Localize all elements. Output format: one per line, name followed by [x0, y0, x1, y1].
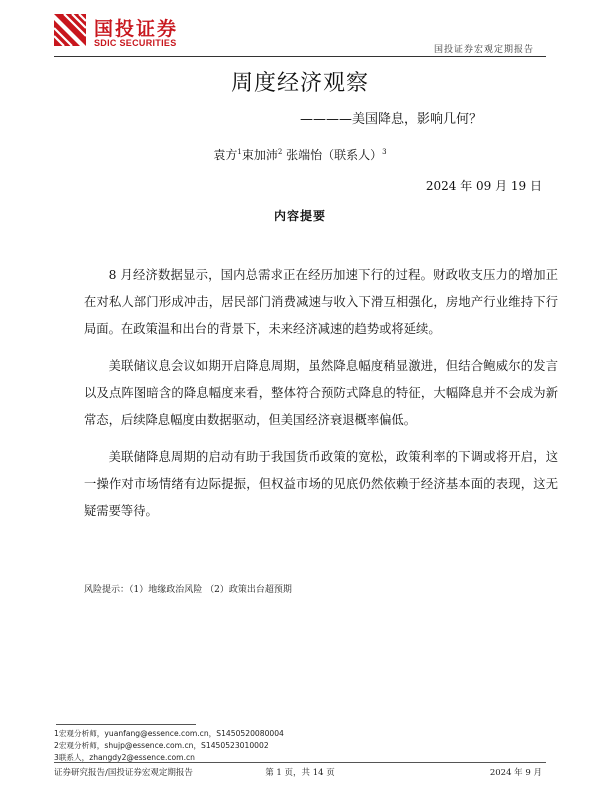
summary-paragraph: 美联储降息周期的启动有助于我国货币政策的宽松，政策利率的下调或将开启，这一操作对市场情绪有边际提振，但权益市场的见底仍然依赖于经济基本面的表现，这无疑需要等待。 — [84, 450, 558, 518]
author-name: 束加沛 — [241, 148, 278, 162]
page-title: 周度经济观察 — [230, 71, 369, 96]
author-name: 袁方 — [213, 148, 238, 162]
author-footnote-mark: 3 — [382, 148, 387, 156]
footer-report-label: 证券研究报告/国投证券宏观定期报告 — [54, 768, 193, 778]
footnote-item: 3联系人，zhangdy2@essence.com.cn — [54, 753, 195, 762]
logo-icon — [54, 14, 86, 46]
page-number: 第 1 页，共 14 页 — [265, 768, 335, 778]
author-line — [0, 146, 600, 163]
footnotes — [54, 728, 284, 764]
footer-date: 2024 年 9 月 — [489, 768, 542, 778]
footnote-item: 2宏观分析师，shujp@essence.com.cn，S1450523010002 — [54, 741, 269, 750]
page-subtitle: ————美国降息，影响几何？ — [299, 112, 482, 127]
summary-paragraph: 美联储议息会议如期开启降息周期，虽然降息幅度稍显激进，但结合鲍威尔的发言以及点阵图暗含的降息幅度来看，整体符合预防式降息的特征，大幅降息并不会成为新常态，后续降息幅度由数据驱动，但美国经济衰退概率偏低。 — [84, 359, 558, 427]
risk-note: 风险提示：（1）地缘政治风险 （2）政策出台超预期 — [84, 585, 292, 595]
logo-chinese-name: 国投证券 — [94, 18, 179, 40]
footnote-item: 1宏观分析师，yuanfang@essence.com.cn，S1450520080004 — [54, 729, 284, 738]
report-type-label: 国投证券宏观定期报告 — [433, 45, 534, 55]
author-footnote-mark: 2 — [277, 148, 283, 156]
summary-body — [84, 262, 558, 535]
author-name: 张端怡（联系人） — [286, 148, 383, 162]
header-divider — [54, 56, 546, 57]
summary-paragraph: 8 月经济数据显示，国内总需求正在经历加速下行的过程。财政收支压力的增加正在对私人部门形成冲击，居民部门消费减速与收入下滑互相强化，房地产行业维持下行局面。在政策温和出台的背景下，未来经济减速的趋势或将延续。 — [84, 268, 558, 336]
summary-heading: 内容提要 — [273, 209, 326, 223]
footer-divider — [54, 762, 546, 763]
report-date: 2024 年 09 月 19 日 — [425, 179, 542, 193]
footnote-divider — [56, 724, 196, 725]
author-footnote-mark: 1 — [237, 148, 242, 156]
logo-english-name: SDIC SECURITIES — [94, 38, 177, 48]
